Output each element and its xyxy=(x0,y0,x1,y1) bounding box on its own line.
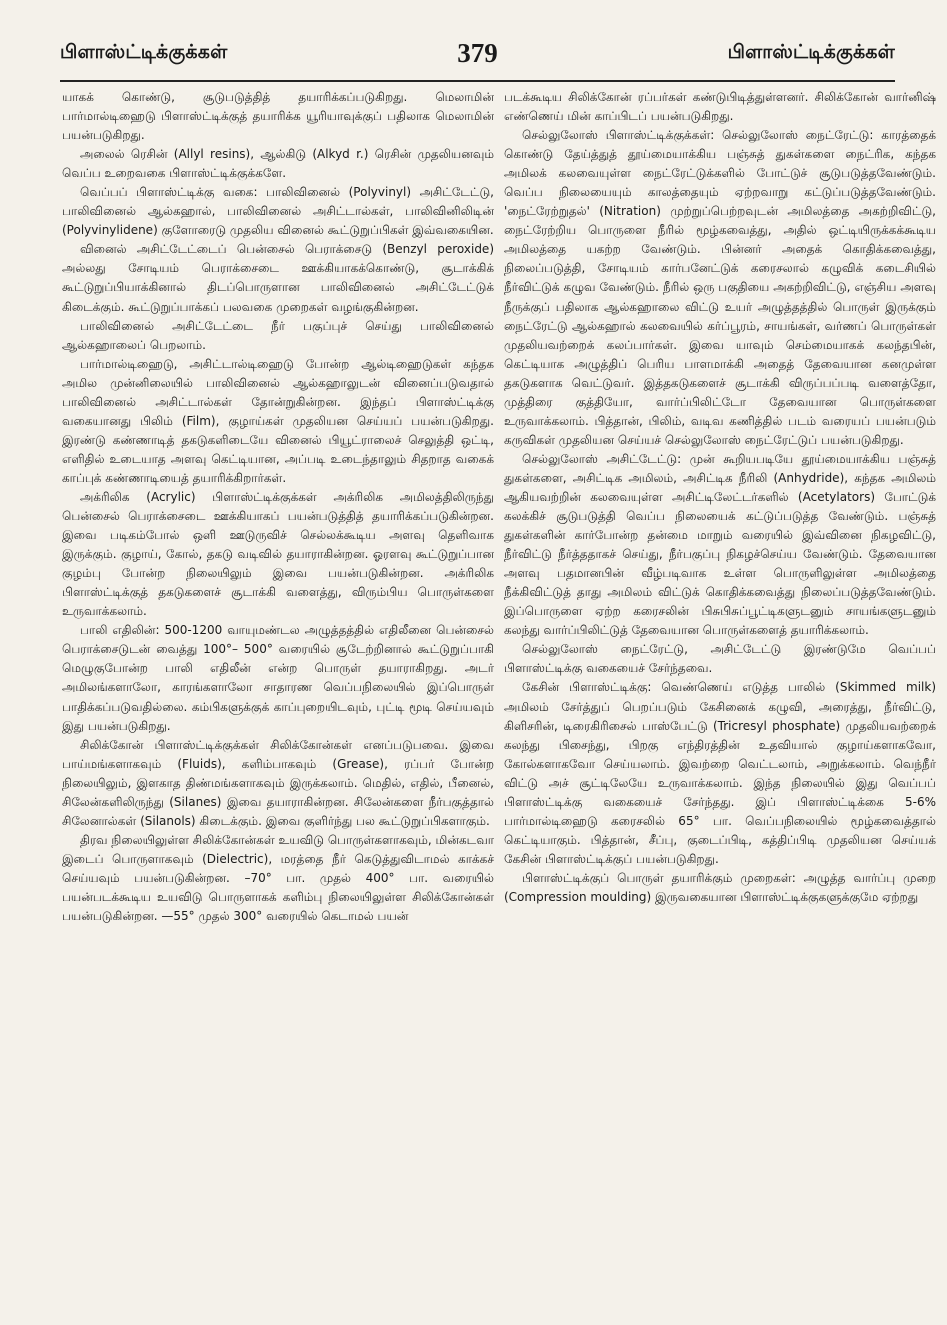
paragraph: அக்ரிலிக (Acrylic) பிளாஸ்ட்டிக்குக்கள் அக்ரிலிக அமிலத்திலிருந்து பென்சைல் பெராக்சைடை ஊக்கியாகப் பயன்படுத்தித் தயாரிக்கப்படுகின்றன. இவை படிகம்போல் ஒளி ஊடுருவிச் செல்லக்கூடிய அளவு தெளிவாக இருக்கும். குழாய், கோல், தகடு வடிவில் தயாராகின்றன. ஓரளவு கூட்டுறுப்பான குழம்பு போன்ற நிலையிலும் இவை பயன்படுகின்றன. அக்ரிலிக பிளாஸ்ட்டிக்குத் தகடுகளைச் சூடாக்கி வளைத்து, விரும்பிய பொருள்களை உருவாக்கலாம். xyxy=(62,489,494,619)
paragraph: சிலிக்கோன் பிளாஸ்ட்டிக்குக்கள் சிலிக்கோன்கள் எனப்படுபவை. இவை பாய்மங்களாகவும் (Fluids), களிம்பாகவும் (Grease), ரப்பர் போன்ற நிலையிலும், இளகாத திண்மங்களாகவும் இருக்கலாம். மெதில், எதில், பீனைல், சிலேன்களிலிருந்து (Silanes) இவை தயாராகின்றன. சிலேன்களை நீர்பகுத்தால் சிலேனால்கள் (Silanols) கிடைக்கும். இவை குளிர்ந்து பல கூட்டுறுப்பிகளாகும். xyxy=(62,737,494,828)
right-column xyxy=(504,88,936,907)
page-number: 379 xyxy=(457,37,498,68)
paragraph: அலைல் ரெசின் (Allyl resins), ஆல்கிடு (Alkyd r.) ரெசின் முதலியனவும் வெப்ப உறைவகை பிளாஸ்ட்டிக்குக்களே. xyxy=(62,147,494,181)
left-column xyxy=(62,88,494,926)
page-header xyxy=(60,28,895,78)
paragraph: வெப்பப் பிளாஸ்ட்டிக்கு வகை: பாலிவினைல் (Polyvinyl) அசிட்டேட்டு, பாலிவினைல் ஆல்கஹால், பாலிவினைல் அசிட்டால்கள், பாலிவினிலிடின் (Polyvinylidene) குளோரைடு முதலிய வினைல் கூட்டுறுப்பிகள் இவ்வகையின. xyxy=(62,185,494,238)
running-head-left: பிளாஸ்ட்டிக்குக்கள் xyxy=(60,40,228,63)
paragraph: பாலிவினைல் அசிட்டேட்டை நீர் பகுப்புச் செய்து பாலிவினைல் ஆல்கஹாலைப் பெறலாம். xyxy=(62,318,494,352)
header-rule xyxy=(60,80,895,82)
paragraph: திரவ நிலையிலுள்ள சிலிக்கோன்கள் உயவிடு பொருள்களாகவும், மின்கடவா இடைப் பொருளாகவும் (Dielectric), மரத்தை நீர் கெடுத்துவிடாமல் காக்கச் செய்யவும் பயன்படுகின்றன. –70° பா. முதல் 400° பா. வரையில் பயன்படக்கூடிய உயவிடு பொருளாகக் களிம்பு நிலையிலுள்ள சிலிக்கோன்கள் பயன்படுகின்றன. —55° முதல் 300° வரையில் கெடாமல் பயன் xyxy=(62,832,494,924)
paragraph: படக்கூடிய சிலிக்கோன் ரப்பர்கள் கண்டுபிடித்துள்ளனர். சிலிக்கோன் வார்னிஷ் எண்ணெய் மின் காப்பிடப் பயன்படுகிறது. xyxy=(504,90,936,124)
paragraph: பாலி எதிலின்: 500-1200 வாயுமண்டல அழுத்தத்தில் எதிலீனை பென்சைல் பெராக்சைடுடன் வைத்து 100°– 500° வரையில் சூடேற்றினால் கூட்டுறுப்பாகி மெழுகுபோன்ற பாலி எதிலீன் என்ற பொருள் தயாராகிறது. அடர் அமிலங்களாலோ, காரங்களாலோ சாதாரண வெப்பநிலையில் இப்பொருள் பாதிக்கப்படுவதில்லை. கம்பிகளுக்குக் காப்புறையிடவும், புட்டி மூடி செய்யவும் இது பயன்படுகிறது. xyxy=(62,623,494,733)
paragraph: செல்லுலோஸ் நைட்ரேட்டு, அசிட்டேட்டு இரண்டுமே வெப்பப் பிளாஸ்ட்டிக்கு வகையைச் சேர்ந்தவை. xyxy=(504,642,936,676)
paragraph: கேசின் பிளாஸ்ட்டிக்கு: வெண்ணெய் எடுத்த பாலில் (Skimmed milk) அமிலம் சேர்த்துப் பெறப்படும் கேசினைக் கழுவி, அரைத்து, நீர்விட்டு, கிளிசரின், டிரைகிரிசைல் பாஸ்பேட்டு (Tricresyl phosphate) முதலியவற்றைக் கலந்து பிசைந்து, பிறகு எந்திரத்தின் உதவியால் குழாய்களாகவோ, கோல்களாகவோ செய்யலாம். இவற்றை வெட்டலாம், அறுக்கலாம். வெந்நீர் விட்டு அச் சூட்டிலேயே உருவாக்கலாம். இந்த நிலையில் இது வெப்பப் பிளாஸ்ட்டிக்கு வகையைச் சேர்ந்தது. இப் பிளாஸ்ட்டிக்கை 5-6% பார்மால்டிஹைடு கரைசலில் 65° பா. வெப்பநிலையில் மூழ்கவைத்தால் கெட்டியாகும். பித்தான், சீப்பு, குடைப்பிடி, கத்திப்பிடி முதலியன செய்யக் கேசின் பிளாஸ்ட்டிக்குப் பயன்படுகிறது. xyxy=(504,680,936,866)
paragraph: பிளாஸ்ட்டிக்குப் பொருள் தயாரிக்கும் முறைகள்: அழுத்த வார்ப்பு முறை (Compression moulding) இருவகையான பிளாஸ்ட்டிக்குகளுக்குமே ஏற்றது xyxy=(504,870,936,904)
paragraph: செல்லுலோஸ் அசிட்டேட்டு: முன் கூறியபடியே தூய்மையாக்கிய பஞ்சுத் துகள்களை, அசிட்டிக அமிலம், அசிட்டிக நீரிலி (Anhydride), கந்தக அமிலம் ஆகியவற்றின் கலவையுள்ள அசிட்டிலேட்டர்களில் (Acetylators) போட்டுக் கலக்கிச் சூடுபடுத்தி வெப்ப நிலையைக் கட்டுப்படுத்த வேண்டும். பஞ்சுத் துகள்களின் கார்போன்ற தன்மை மாறும் வரையில் இவ்வினை நிகழவிட்டு, நீர்விட்டு நீர்த்ததாகச் செய்து, நீர்பகுப்பு நிகழச்செய்ய வேண்டும். தேவையான அளவு பதமானபின் வீழ்படிவாக உள்ள பொருளிலுள்ள அமிலத்தை நீக்கிவிட்டுத் தாது அமிலம் விட்டுக் கொதிக்கவைத்து நிலைப்படுத்தவேண்டும். இப்பொருளை ஏற்ற கரைசலின் பிசுபிசுப்பூட்டிகளுடனும் சாயங்களுடனும் கலந்து வார்ப்பிலிட்டுத் தேவையான பொருள்களைத் தயாரிக்கலாம். xyxy=(504,451,936,638)
paragraph: செல்லுலோஸ் பிளாஸ்ட்டிக்குக்கள்: செல்லுலோஸ் நைட்ரேட்டு: காரத்தைக் கொண்டு தேய்த்துத் தூய்மையாக்கிய பஞ்சுத் துகள்களை நைட்ரிக, கந்தக அமிலக் கலவையுள்ள நைட்ரேட்டுக்களில் போட்டுச் சூடுபடுத்தவேண்டும். வெப்ப நிலையையும் காலத்தையும் ஏற்றவாறு கட்டுப்படுத்தவேண்டும். 'நைட்ரேற்றுதல்' (Nitration) முற்றுப்பெற்றவுடன் அமிலத்தை அகற்றிவிட்டு, நைட்ரேற்றிய பொருளை நீரில் மூழ்கவைத்து, அதில் ஒட்டியிருக்கக்கூடிய அமிலத்தை யகற்ற வேண்டும். பின்னர் அதைக் கொதிக்கவைத்து, நிலைப்படுத்தி, சோடியம் கார்பனேட்டுக் கரைசலால் கழுவிக் கடைசியில் நீர்விட்டுக் கழுவ வேண்டும். நீரில் ஒரு பகுதியை அகற்றிவிட்டு, எஞ்சிய அளவு நீருக்குப் பதிலாக ஆல்கஹாலை விட்டு உயர் அழுத்தத்தில் பொருள் இருக்கும் நைட்ரேட்டு ஆல்கஹால் கலவையில் கர்ப்பூரம், சாயங்கள், வர்ணப் பொருள்கள் முதலியவற்றைக் கலப்பார்கள். இவை யாவும் செம்மையாகக் கலந்தபின், கெட்டியாக அழுத்திப் பெரிய பாளமாக்கி அதைத் தேவையான கனமுள்ள தகடுகளாக வெட்டுவர். இத்தகடுகளைச் சூடாக்கி விருப்பப்படி வளைத்தோ, முத்திரை குத்தியோ, வார்ப்பிலிட்டோ தேவையான பொருள்களை உருவாக்கலாம். பித்தான், பிலிம், வடிவ கணித்தில் படம் வரையப் பயன்படும் கருவிகள் முதலியன செய்யச் செல்லுலோஸ் நைட்ரேட்டுப் பயன்படுகிறது. xyxy=(504,128,936,447)
paragraph: வினைல் அசிட்டேட்டைப் பென்சைல் பெராக்சைடு (Benzyl peroxide) அல்லது சோடியம் பெராக்சைடை ஊக்கியாகக்கொண்டு, சூடாக்கிக் கூட்டுறுப்பியாக்கினால் திடப்பொருளான பாலிவினைல் அசிட்டேட்டுக் கிடைக்கும். கூட்டுறுப்பாக்கப் பலவகை முறைகள் வழங்குகின்றன. xyxy=(62,242,494,314)
paragraph: யாகக் கொண்டு, சூடுபடுத்தித் தயாரிக்கப்படுகிறது. மெலாமின் பார்மால்டிஹைடு பிளாஸ்ட்டிக்குத் தயாரிக்க யூரியாவுக்குப் பதிலாக மெலாமின் பயன்படுகிறது. xyxy=(62,90,494,143)
running-head-right: பிளாஸ்ட்டிக்குக்கள் xyxy=(727,40,895,63)
paragraph: பார்மால்டிஹைடு, அசிட்டால்டிஹைடு போன்ற ஆல்டிஹைடுகள் கந்தக அமில முன்னிலையில் பாலிவினைல் ஆல்கஹாலுடன் வினைப்படுவதால் பாலிவினைல் அசிட்டால்கள் தோன்றுகின்றன. இந்தப் பிளாஸ்ட்டிக்கு வகையானது பிலிம் (Film), குழாய்கள் முதலியன செய்யப் பயன்படுகிறது. இரண்டு கண்ணாடித் தகடுகளிடையே வினைல் பியூட்ராலைச் செலுத்தி ஒட்டி, எளிதில் உடையாத அளவு கெட்டியான, அப்படி உடைந்தாலும் சிதறாத வகைக் காப்புக் கண்ணாடியைத் தயாரிக்கிறார்கள். xyxy=(62,356,494,485)
